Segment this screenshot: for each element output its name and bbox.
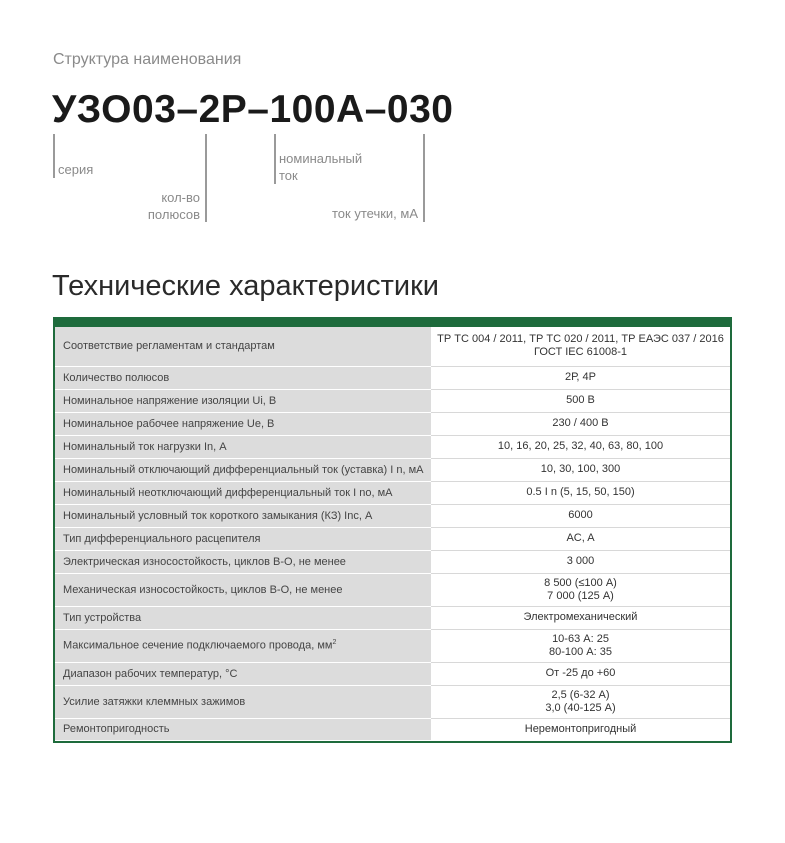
spec-row — [55, 481, 730, 504]
spec-name — [55, 327, 431, 366]
spec-value-line: Неремонтопригодный — [524, 722, 637, 735]
spec-value-line: 3 000 — [566, 555, 595, 567]
spec-name-text: Номинальное рабочее напряжение Ue, В — [63, 417, 275, 430]
spec-row — [55, 527, 730, 550]
spec-name-text: Номинальный условный ток короткого замыкания (КЗ) Inc, А — [63, 509, 373, 522]
spec-value-line: 2Р, 4Р — [565, 371, 596, 383]
spec-value — [431, 685, 730, 718]
spec-value-line: 6000 — [568, 509, 593, 521]
spec-name-text: Количество полюсов — [63, 371, 170, 384]
spec-name — [55, 366, 431, 389]
current-divider — [274, 134, 276, 184]
spec-value-line: 230 / 400 В — [552, 417, 609, 429]
spec-row — [55, 606, 730, 629]
poles-divider — [205, 134, 207, 222]
spec-value-line: От -25 до +60 — [545, 667, 616, 679]
spec-row — [55, 629, 730, 662]
spec-name-text: Номинальный неотключающий дифференциальный ток I no, мА — [63, 486, 393, 499]
spec-value — [431, 327, 730, 366]
spec-name — [55, 389, 431, 412]
spec-value — [431, 366, 730, 389]
current-label-line2: ток — [279, 168, 298, 183]
spec-name-text: Номинальное напряжение изоляции Ui, В — [63, 394, 277, 407]
spec-name — [55, 435, 431, 458]
poles-label-line1: кол-во — [161, 190, 200, 205]
spec-row — [55, 718, 730, 740]
spec-name — [55, 629, 431, 662]
poles-label-line2: полюсов — [147, 207, 200, 222]
spec-value — [431, 389, 730, 412]
spec-row — [55, 366, 730, 389]
spec-row — [55, 504, 730, 527]
spec-name — [55, 527, 431, 550]
spec-value-line: ГОСТ IEC 61008-1 — [533, 346, 627, 359]
spec-name — [55, 685, 431, 718]
spec-name-text: Механическая износостойкость, циклов В-О, не менее — [63, 583, 343, 596]
spec-value-line: 2,5 (6-32 А) — [551, 688, 610, 701]
current-label-line1: номинальный — [279, 151, 363, 166]
spec-name — [55, 573, 431, 606]
spec-name-text: Соответствие регламентам и стандартам — [63, 340, 275, 353]
spec-value — [431, 718, 730, 740]
spec-value — [431, 435, 730, 458]
spec-row — [55, 685, 730, 718]
spec-name — [55, 718, 431, 740]
spec-row — [55, 458, 730, 481]
section-title: Технические характеристики — [52, 270, 439, 302]
spec-name-text: Усилие затяжки клеммных зажимов — [63, 695, 246, 708]
spec-name — [55, 606, 431, 629]
spec-value — [431, 527, 730, 550]
spec-value — [431, 504, 730, 527]
spec-value — [431, 606, 730, 629]
spec-name-text: Максимальное сечение подключаемого провода, мм — [63, 639, 333, 652]
spec-value-line: Электромеханический — [523, 611, 638, 623]
spec-value-line: AC, A — [566, 532, 595, 544]
spec-row — [55, 573, 730, 606]
series-divider — [53, 134, 55, 178]
spec-name-text: Диапазон рабочих температур, °С — [63, 667, 238, 680]
spec-row — [55, 435, 730, 458]
current-label — [279, 150, 362, 184]
poles-label — [130, 189, 200, 223]
subtitle: Структура наименования — [53, 51, 242, 68]
specs-table — [53, 317, 732, 743]
spec-name-text: Тип дифференциального расцепителя — [63, 532, 261, 545]
leak-label: ток утечки, мА — [332, 206, 418, 221]
spec-name — [55, 412, 431, 435]
spec-value — [431, 573, 730, 606]
series-label: серия — [58, 162, 94, 177]
spec-value-line: 500 В — [566, 394, 595, 406]
spec-value-line: 10-63 А: 25 — [552, 632, 609, 645]
spec-value — [431, 481, 730, 504]
spec-value — [431, 412, 730, 435]
spec-name — [55, 481, 431, 504]
spec-row — [55, 389, 730, 412]
spec-value-line: 10, 30, 100, 300 — [540, 463, 621, 475]
spec-name — [55, 662, 431, 685]
leak-divider — [423, 134, 425, 222]
spec-name-text: Номинальный ток нагрузки In, А — [63, 440, 227, 453]
spec-name-text: Электрическая износостойкость, циклов В-О, не менее — [63, 555, 346, 568]
spec-name-text: Тип устройства — [63, 611, 142, 624]
spec-value-line: 8 500 (≤100 А) — [544, 576, 617, 589]
spec-value-line: 0.5 I n (5, 15, 50, 150) — [526, 486, 635, 498]
spec-row — [55, 412, 730, 435]
spec-value — [431, 662, 730, 685]
spec-value — [431, 629, 730, 662]
spec-row — [55, 327, 730, 366]
spec-value — [431, 550, 730, 573]
spec-value-line: 10, 16, 20, 25, 32, 40, 63, 80, 100 — [497, 440, 664, 452]
spec-value-line: 80-100 А: 35 — [549, 645, 612, 658]
spec-row — [55, 550, 730, 573]
spec-value-line: ТР ТС 004 / 2011, ТР ТС 020 / 2011, ТР ЕАЭС 037 / 2016 — [437, 333, 724, 346]
spec-name-superscript: 2 — [332, 639, 337, 647]
model-name: УЗО03–2Р–100А–030 — [52, 88, 454, 131]
spec-name — [55, 504, 431, 527]
spec-name — [55, 550, 431, 573]
spec-name-text: Ремонтопригодность — [63, 723, 170, 735]
spec-name-text: Номинальный отключающий дифференциальный ток (уставка) I n, мА — [63, 463, 424, 476]
spec-name — [55, 458, 431, 481]
spec-value-line: 3,0 (40-125 А) — [545, 701, 616, 714]
spec-value-line: 7 000 (125 А) — [547, 589, 614, 602]
spec-value — [431, 458, 730, 481]
spec-row — [55, 662, 730, 685]
